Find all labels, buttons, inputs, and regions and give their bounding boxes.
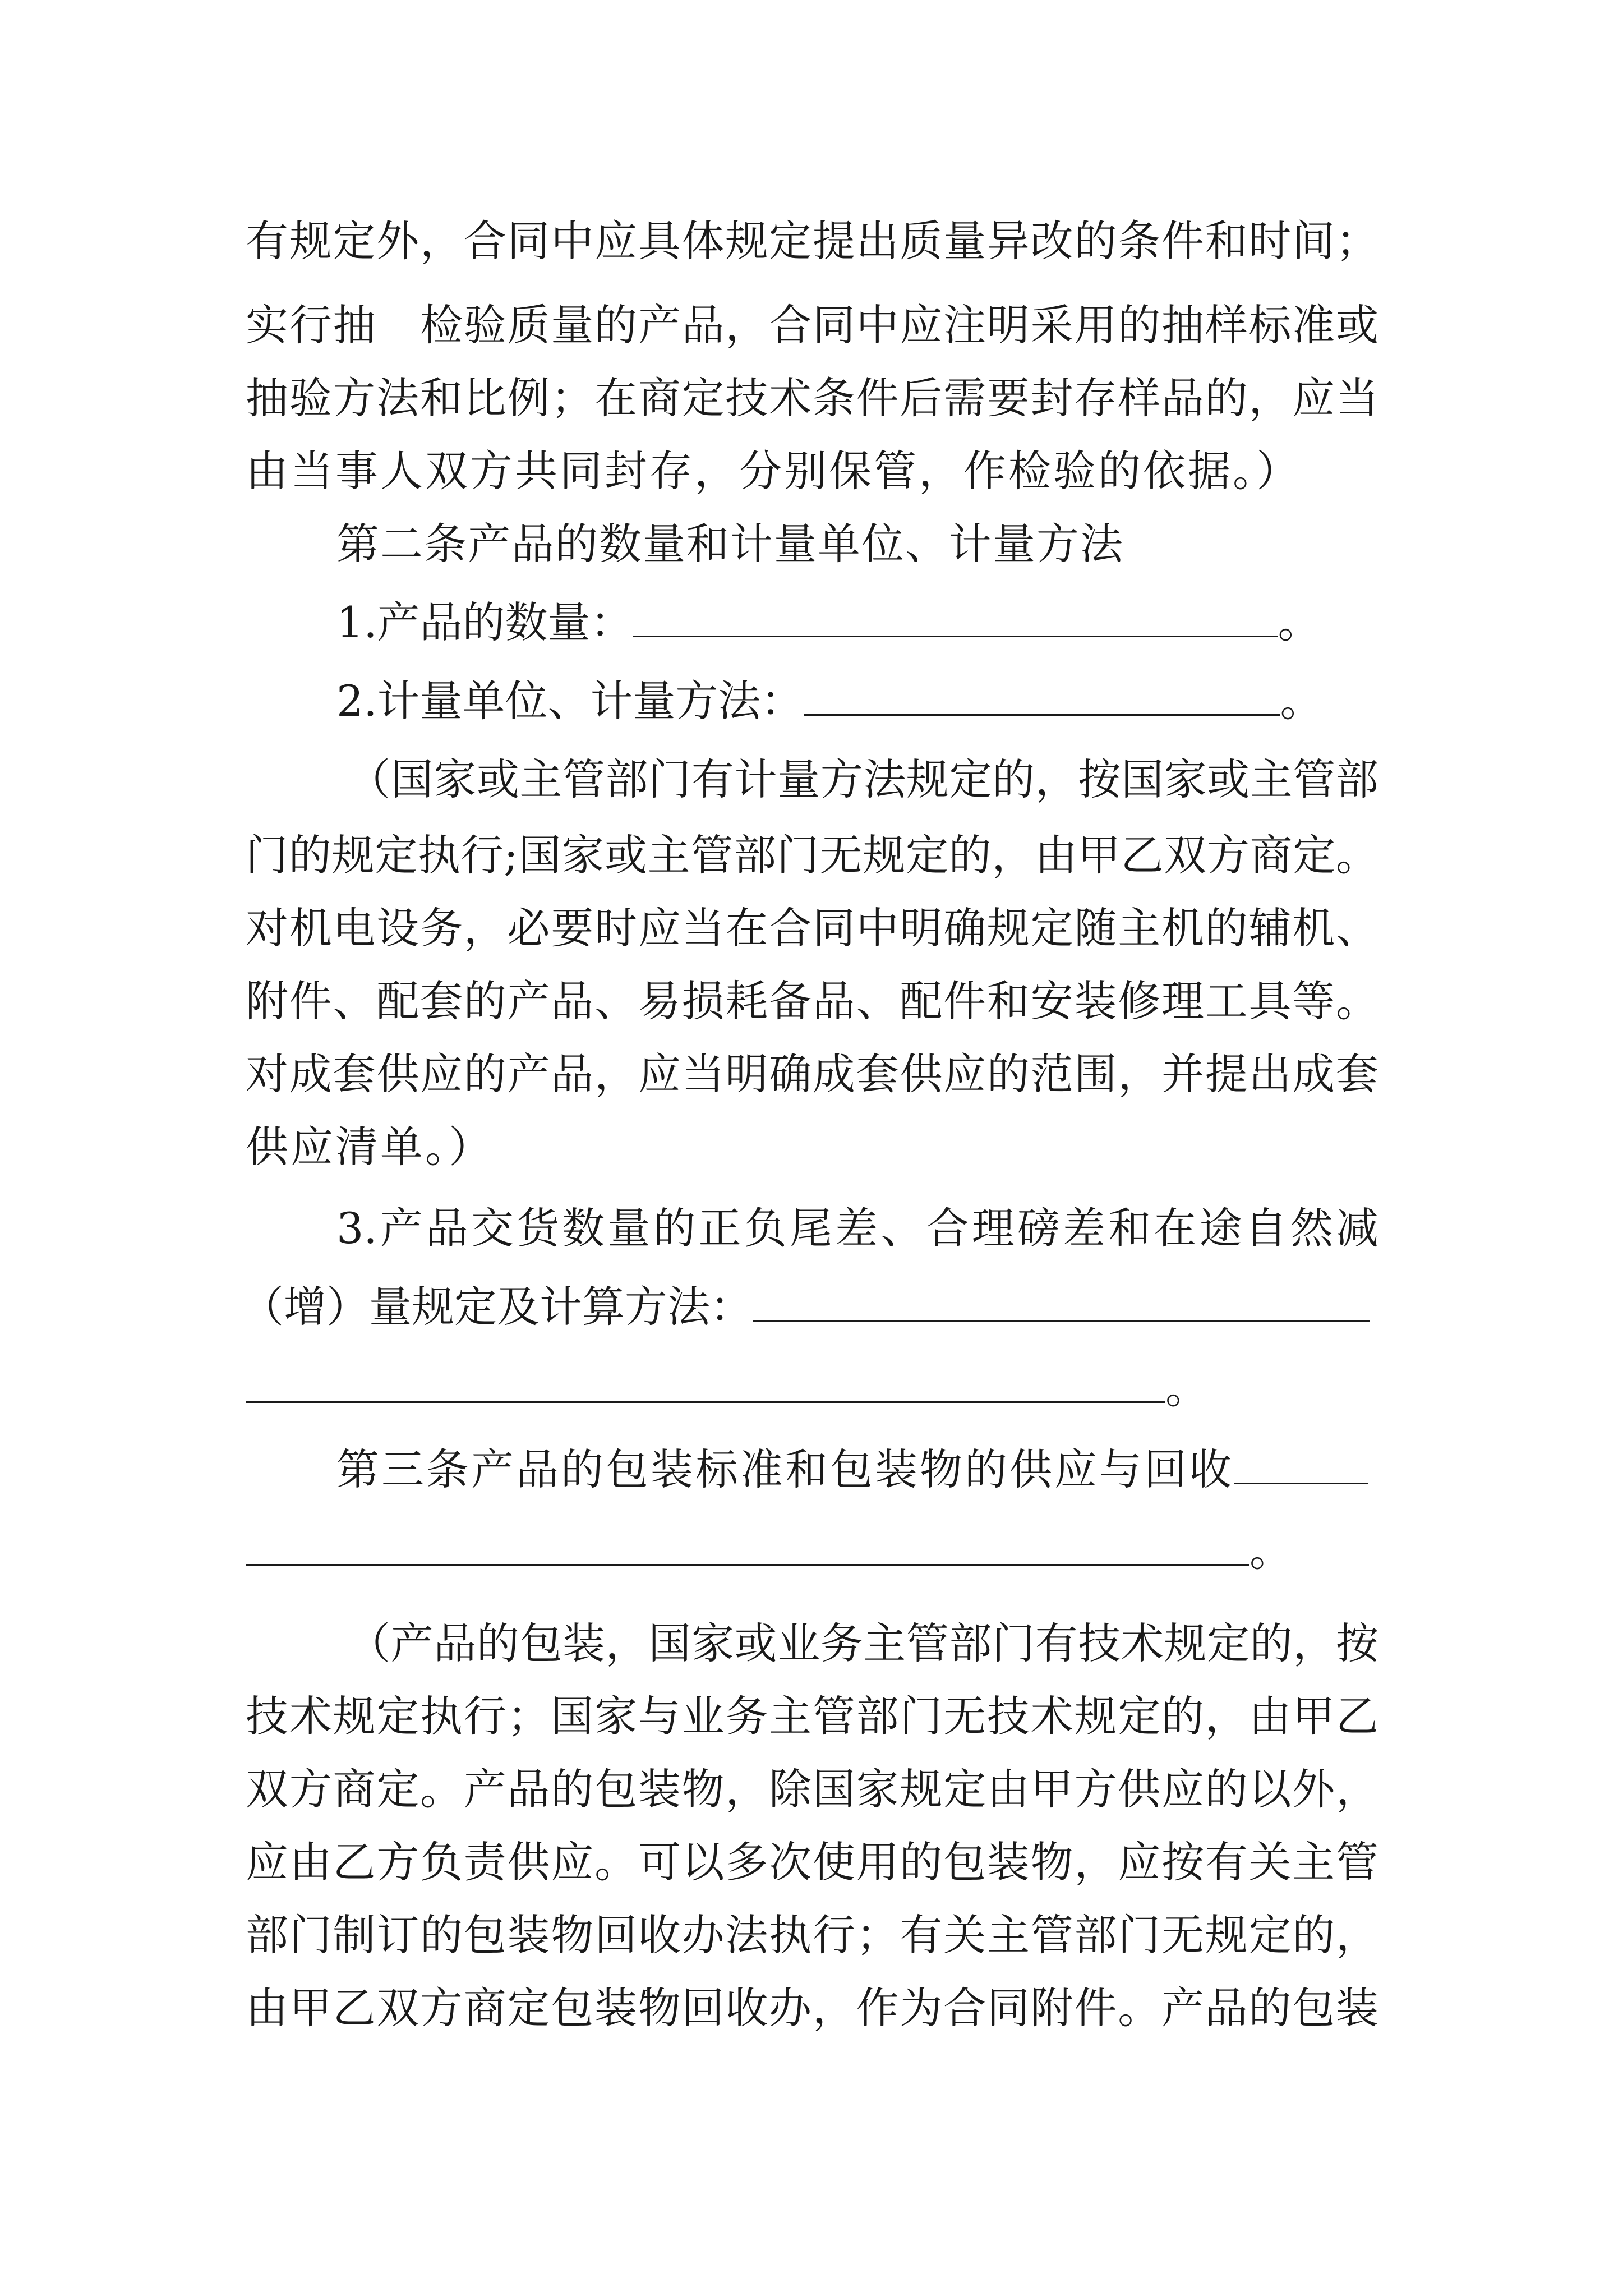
article-3-end: 。	[1249, 1526, 1292, 1576]
note-text-line: 附件、配套的产品、易损耗备品、配件和安装修理工具等。	[246, 976, 1378, 1026]
body-text-line: 抽验方法和比例；在商定技术条件后需要封存样品的，应当	[246, 373, 1378, 423]
note-text-line: 由甲乙双方商定包装物回收办，作为合同附件。产品的包装	[246, 1983, 1378, 2033]
note-text-line: （产品的包装，国家或业务主管部门有技术规定的，按	[348, 1618, 1378, 1668]
item-1-end: 。	[1278, 597, 1321, 647]
body-text-line: 实行抽 检验质量的产品，合同中应注明采用的抽样标准或	[246, 300, 1378, 350]
article-3-continuation	[246, 1523, 1292, 1579]
unit-method-blank[interactable]	[804, 675, 1280, 716]
item-2-unit-method	[336, 673, 1323, 729]
quantity-blank[interactable]	[633, 596, 1278, 637]
item-3-row	[241, 1279, 1370, 1335]
note-text-line: （国家或主管部门有计量方法规定的，按国家或主管部	[348, 754, 1378, 804]
item-3-text: 3.产品交货数量的正负尾差、合理磅差和在途自然减	[336, 1203, 1378, 1253]
note-text-line: 供应清单。）	[246, 1122, 494, 1172]
calc-method-blank-2[interactable]	[246, 1362, 1165, 1403]
article-2-title: 第二条产品的数量和计量单位、计量方法	[336, 519, 1124, 569]
item-1-quantity	[336, 595, 1321, 651]
note-text-line: 对成套供应的产品，应当明确成套供应的范围，并提出成套	[246, 1049, 1378, 1099]
body-text-line: 有规定外，合同中应具体规定提出质量异改的条件和时间；	[246, 216, 1378, 266]
note-text-line: 应由乙方负责供应。可以多次使用的包装物，应按有关主管	[246, 1837, 1378, 1887]
packaging-blank-2[interactable]	[246, 1525, 1249, 1566]
article-3-title-row	[336, 1442, 1368, 1498]
note-text-line: 门的规定执行;国家或主管部门无规定的，由甲乙双方商定。	[246, 830, 1378, 880]
item-2-end: 。	[1280, 676, 1323, 726]
note-text-line: 技术规定执行；国家与业务主管部门无技术规定的，由甲乙	[246, 1691, 1378, 1741]
note-text-line: 部门制订的包装物回收办法执行；有关主管部门无规定的，	[246, 1910, 1378, 1960]
body-text-line: 由当事人双方共同封存，分别保管，作检验的依据。）	[246, 446, 1301, 496]
calc-method-blank[interactable]	[753, 1281, 1370, 1322]
note-text-line: 对机电设务，必要时应当在合同中明确规定随主机的辅机、	[246, 903, 1378, 953]
item-3-continuation	[246, 1360, 1208, 1416]
item-2-label: 2.计量单位、计量方法：	[336, 676, 804, 726]
item-3-label: （增）量规定及计算方法：	[241, 1282, 753, 1332]
item-1-label: 1.产品的数量：	[336, 597, 633, 647]
packaging-blank[interactable]	[1234, 1443, 1368, 1484]
item-3-end: 。	[1165, 1363, 1208, 1413]
note-text-line: 双方商定。产品的包装物，除国家规定由甲方供应的以外，	[246, 1764, 1378, 1814]
article-3-title: 第三条产品的包装标准和包装物的供应与回收	[336, 1444, 1234, 1494]
